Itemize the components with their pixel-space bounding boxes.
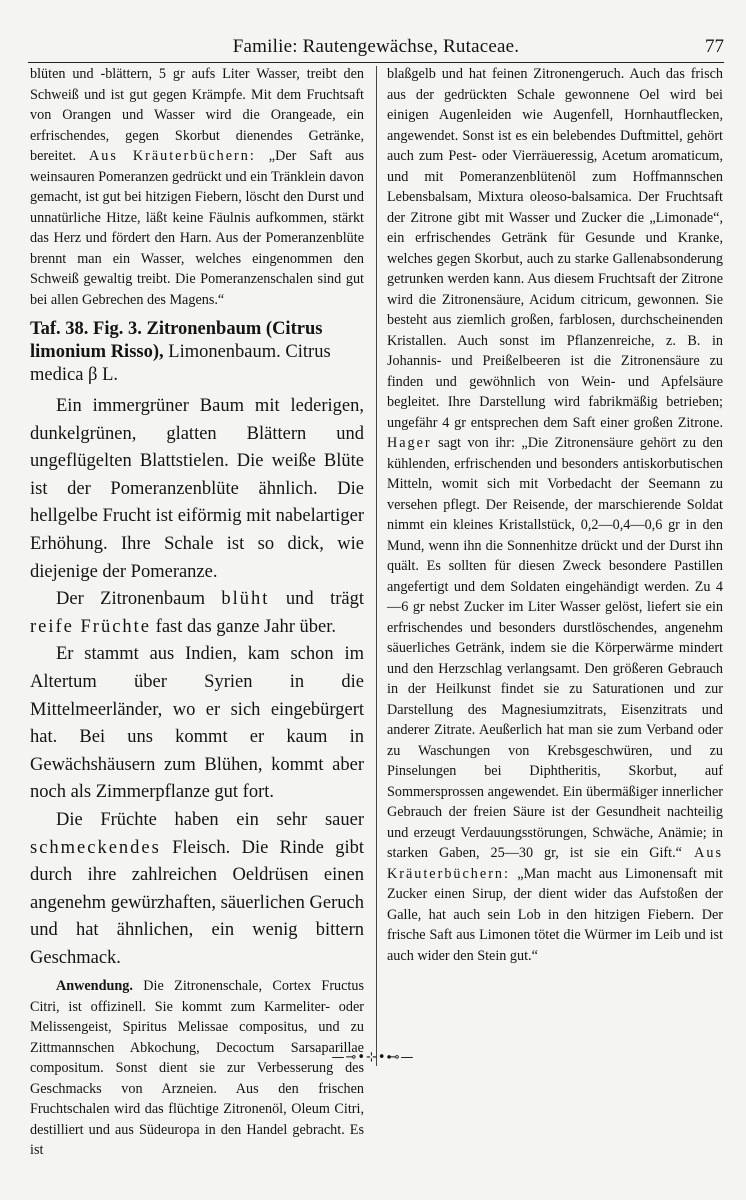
usage-label: Anwendung. bbox=[56, 978, 133, 995]
text-segment: Die Früchte haben ein sehr sauer bbox=[56, 809, 364, 830]
description-paragraph: Ein immergrüner Baum mit lederigen, dunkelgrünen, glatten Blättern und ungeflügelten Blattstielen. Die weiße Blüte ist der Pomeranzenblüte ähnlich. Die hellgelbe Frucht ist eiförmig mit nabelartiger Erhöhung. Ihre Schale ist so dick, wie diejenige der Pomeranze. bbox=[30, 396, 364, 582]
right-paragraph bbox=[387, 64, 723, 966]
header-rule bbox=[28, 62, 724, 63]
usage-text: Die Zitronenschale, Cortex Fructus Citri, ist offizinell. Sie kommt zum Karmeliter- oder Melissengeist, Spiritus Melissae compositus, und zu Zittmannschen Abkochung, Decoctum Sarsaparillae compositum. Sonst dient sie zur Verbesserung des Geschmacks von Arzneien. Aus den frischen Fruchtschalen wird das flüchtige Zitronenöl, Oleum Citri, destilliert und aus Südeuropa in den Handel gebracht. Es ist bbox=[30, 978, 364, 1159]
species-heading-bold: Taf. 38. Fig. 3. Zitronenbaum (Citrus limonium Risso), bbox=[30, 319, 323, 362]
end-ornament: —⊸•⊹•⊷— bbox=[331, 1050, 415, 1065]
kraeuterbuecher-label: Aus Kräuterbüchern: bbox=[89, 148, 256, 164]
text-segment: sagt von ihr: „Die Zitronensäure gehört zu den kühlenden, erfrischenden und besonders antiskorbutischen Mitteln, womit sich mit Vorbedacht der Seemann zu versehen pflegt. Der Reisende, der marschierende Soldat nimmt ein kleines Kristallstück, 0,2—0,4—0,6 gr in den Mund, wenn ihn die Sonnenhitze drückt und der Durst ihn quält. Es sollten für diesen Zweck besondere Pastillen angefertigt und dem Soldaten eingehändigt werden. Zu 4—6 gr nebst Zucker im Liter Wasser gelöst, liefert sie ein erfrischendes und besonders durstlöschendes, angenehm säuerliches Getränk, indem sie die Körperwärme mindert und den Herzschlag verlangsamt. Den größeren Gebrauch in der Heilkunst findet sie zu Saturationen und zur Darstellung des Magnesiumzitrats, Eisenzitrats und anderer Zitrate. Aeußerlich hat man sie zum Verband oder zu Waschungen von Krebsgeschwüren, und zu Pinselungen bei Diphtheritis, Skorbut, auf Sommersprossen angewendet. Ein übermäßiger innerlicher Gebrauch der freien Säure ist der Gesundheit nachteilig und erzeugt Verdauungsstörungen, Schwäche, Anämie; in starken Gaben, 25—30 gr, ist sie ein Gift.“ bbox=[387, 435, 723, 861]
running-header bbox=[28, 36, 724, 60]
fruit-paragraph bbox=[30, 807, 364, 973]
flowering-paragraph bbox=[30, 586, 364, 641]
origin-paragraph: Er stammt aus Indien, kam schon im Altertum über Syrien in die Mittelmeerländer, wo er sich eingebürgert hat. Bei uns kommt er kaum in Gewächshäusern zum Blühen, kommt aber noch als Zimmerpflanze gut fort. bbox=[30, 644, 364, 803]
text-segment: und trägt bbox=[269, 589, 364, 610]
column-divider bbox=[376, 66, 377, 1066]
right-column bbox=[387, 64, 723, 966]
spaced-term: schmeckendes bbox=[30, 837, 161, 858]
text-segment: fast das ganze Jahr über. bbox=[151, 616, 336, 637]
quote-text: „Der Saft aus weinsauren Pomeranzen gedrückt und ein Tränklein davon gemacht, ist gut bei hitzigen Fiebern, löscht den Durst und unnatürliche Hitze, läßt keine Fäulnis aufkommen, stärkt das Herz und fördert den Harn. Aus der Pomeranzenblüte brennt man ein Wasser, welches eingenommen den Schweiß gewaltig treibt. Die Pomeranzenschalen sind gut bei allen Gebrechen des Magens.“ bbox=[30, 148, 365, 308]
text-segment: blüten und -blättern, 5 gr aufs Liter Wasser, treibt den Schweiß und ist gut gegen Krämpfe. Mit dem Fruchtsaft von Orangen und Wasser wird die Orangeade, ein erfrischendes, gegen Skorbut dienendes Getränke, bereitet. bbox=[30, 66, 364, 164]
running-title: Familie: Rautengewächse, Rutaceae. bbox=[232, 36, 520, 57]
spaced-term: blüht bbox=[221, 589, 270, 610]
text-segment: Fleisch. Die Rinde gibt durch ihre zahlreichen Oeldrüsen einen angenehm gewürzhaften, säuerlichen Geruch und hat ähnlichen, ein wenig bittern Geschmack. bbox=[30, 837, 364, 968]
kraeuterbuecher-label: Aus Kräuterbüchern: bbox=[387, 845, 723, 882]
left-paragraph-continuation bbox=[30, 64, 364, 310]
text-segment: Der Zitronenbaum bbox=[56, 589, 222, 610]
author-name: Hager bbox=[387, 435, 432, 451]
page-number: 77 bbox=[705, 36, 724, 57]
spaced-term: reife Früchte bbox=[30, 616, 152, 637]
left-column bbox=[30, 64, 364, 1161]
quote-text: „Man macht aus Limonensaft mit Zucker einen Sirup, der dient wider das Aufstoßen der Galle, hat auch sein Lob in den hitzigen Fiebern. Der frische Saft aus Limonen tötet die Würmer im Leib und ist auch wider den Stein gut.“ bbox=[387, 865, 723, 964]
species-heading bbox=[30, 318, 364, 387]
usage-paragraph bbox=[30, 976, 364, 1161]
species-heading-synonyms: Limonenbaum. Citrus medica β L. bbox=[30, 342, 331, 385]
text-segment: blaßgelb und hat feinen Zitronengeruch. Auch das frisch aus der gedrückten Schale gewonnene Oel wird bei einigen Augenleiden wie Augenfell, Hornhautflecken, angewendet. Sonst ist es ein belebendes Duftmittel, gehört auch zum Pest- oder Vierräueressig, Acetum aromaticum, und mit Pomeranzenblütenöl zum Hoffmannschen Lebensbalsam, Mixtura oleoso-balsamica. Der Fruchtsaft der Zitrone gibt mit Wasser und Zucker die „Limonade“, ein erfrischendes Getränk für Gesunde und Kranke, welches gegen Skorbut, auch zu starke Gallenabsonderung getrunken werden kann. Aus diesem Fruchtsaft der Zitrone wird die Zitronensäure, Acidum citricum, gewonnen. Sie besteht aus ziemlich großen, farblosen, durchscheinenden Kristallen. Auch sonst im Pflanzenreiche, z. B. in Johannis- und Preißelbeeren ist die Zitronensäure zu finden und gewöhnlich von Wein- und Apfelsäure begleitet. Ihre Darstellung wird fabrikmäßig betrieben; ungefähr 4 gr entsprechen dem Saft einer großen Zitrone. bbox=[387, 66, 723, 431]
